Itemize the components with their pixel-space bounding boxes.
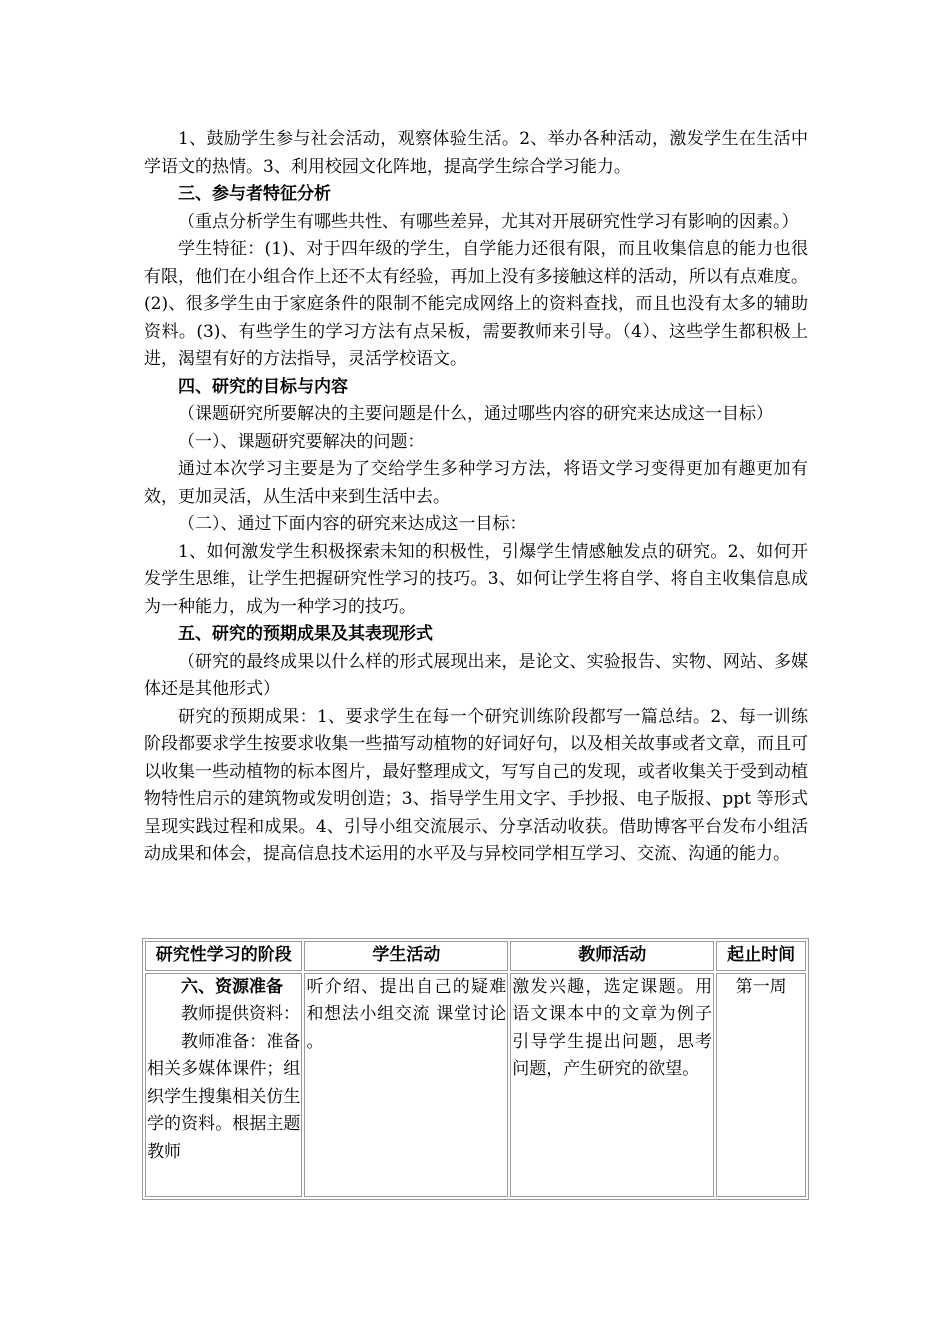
time-text: 第一周 — [735, 976, 787, 997]
paragraph-2: （重点分析学生有哪些共性、有哪些差异，尤其对开展研究性学习有影响的因素。） — [178, 211, 799, 232]
paragraph-10: 研究的预期成果：1、要求学生在每一个研究训练阶段都写一篇总结。2、每一训练阶段都要求学生按要求收集一些描写动植物的好词好句，以及相关故事或者文章，而且可以收集一些动植物的标本图片，最好整理成文，写写自己的发现，或者收集关于受到动植物特性启示的建筑物或发明创造；3、指导学生用文字、手抄报、电子版报、ppt 等形式呈现实践过程和成果。4、引导小组交流展示、分享活动收获。借助博客平台发布小组活动成果和体会，提高信息技术运用的水平及与异校同学相互学习、交流、沟通的能力。 — [144, 706, 808, 864]
paragraph-6: 通过本次学习主要是为了交给学生多种学习方法，将语文学习变得更加有趣更加有效，更加灵活，从生活中来到生活中去。 — [144, 459, 808, 507]
paragraph-8: 1、如何激发学生积极探索未知的积极性，引爆学生情感触发点的研究。2、如何开发学生思维，让学生把握研究性学习的技巧。3、如何让学生将自学、将自主收集信息成为一种能力，成为一种学习的技巧。 — [144, 541, 808, 617]
section-heading-5: 五、研究的预期成果及其表现形式 — [178, 624, 433, 644]
paragraph-1: 1、鼓励学生参与社会活动，观察体验生活。2、举办各种活动，激发学生在生活中学语文的热情。3、利用校园文化阵地，提高学生综合学习能力。 — [144, 129, 808, 177]
header-student-activity: 学生活动 — [304, 941, 508, 971]
cell-teacher-activity — [510, 973, 714, 1197]
student-activity-text: 听介绍、提出自己的疑难和想法小组交流 课堂讨论 。 — [306, 976, 507, 1052]
cell-stage — [145, 973, 302, 1197]
section-heading-3: 三、参与者特征分析 — [178, 184, 331, 204]
cell-student-activity — [304, 973, 508, 1197]
stage-title: 六、资源准备 — [181, 976, 283, 997]
teacher-activity-text: 激发兴趣，选定课题。用语文课本中的文章为例子引导学生提出问题，思考问题，产生研究的欲望。 — [512, 976, 713, 1079]
paragraph-9: （研究的最终成果以什么样的形式展现出来，是论文、实验报告、实物、网站、多媒体还是其他形式） — [144, 651, 808, 699]
header-stage: 研究性学习的阶段 — [145, 941, 302, 971]
stage-line-1: 教师提供资料： — [181, 1004, 300, 1024]
cell-time — [716, 973, 806, 1197]
plan-table — [142, 938, 809, 1200]
paragraph-4: （课题研究所要解决的主要问题是什么，通过哪些内容的研究来达成这一目标） — [178, 404, 773, 424]
table-row — [145, 973, 806, 1197]
header-time: 起止时间 — [716, 941, 806, 971]
table-header-row — [145, 941, 806, 971]
paragraph-5: （一）、课题研究要解决的问题： — [178, 431, 425, 452]
document-body — [144, 126, 808, 869]
stage-line-2: 教师准备：准备相关多媒体课件；组织学生搜集相关仿生学的资料。根据主题教师 — [147, 1031, 301, 1162]
paragraph-7: （二）、通过下面内容的研究来达成这一目标： — [178, 514, 527, 534]
header-teacher-activity: 教师活动 — [510, 941, 714, 971]
paragraph-3: 学生特征：(1)、对于四年级的学生，自学能力还很有限，而且收集信息的能力也很有限，他们在小组合作上还不太有经验，再加上没有多接触这样的活动，所以有点难度。(2)、很多学生由于家庭条件的限制不能完成网络上的资料查找，而且也没有太多的辅助资料。(3)、有些学生的学习方法有点呆板，需要教师来引导。（4）、这些学生都积极上进，渴望有好的方法指导，灵活学校语文。 — [144, 239, 808, 369]
section-heading-4: 四、研究的目标与内容 — [178, 376, 348, 397]
